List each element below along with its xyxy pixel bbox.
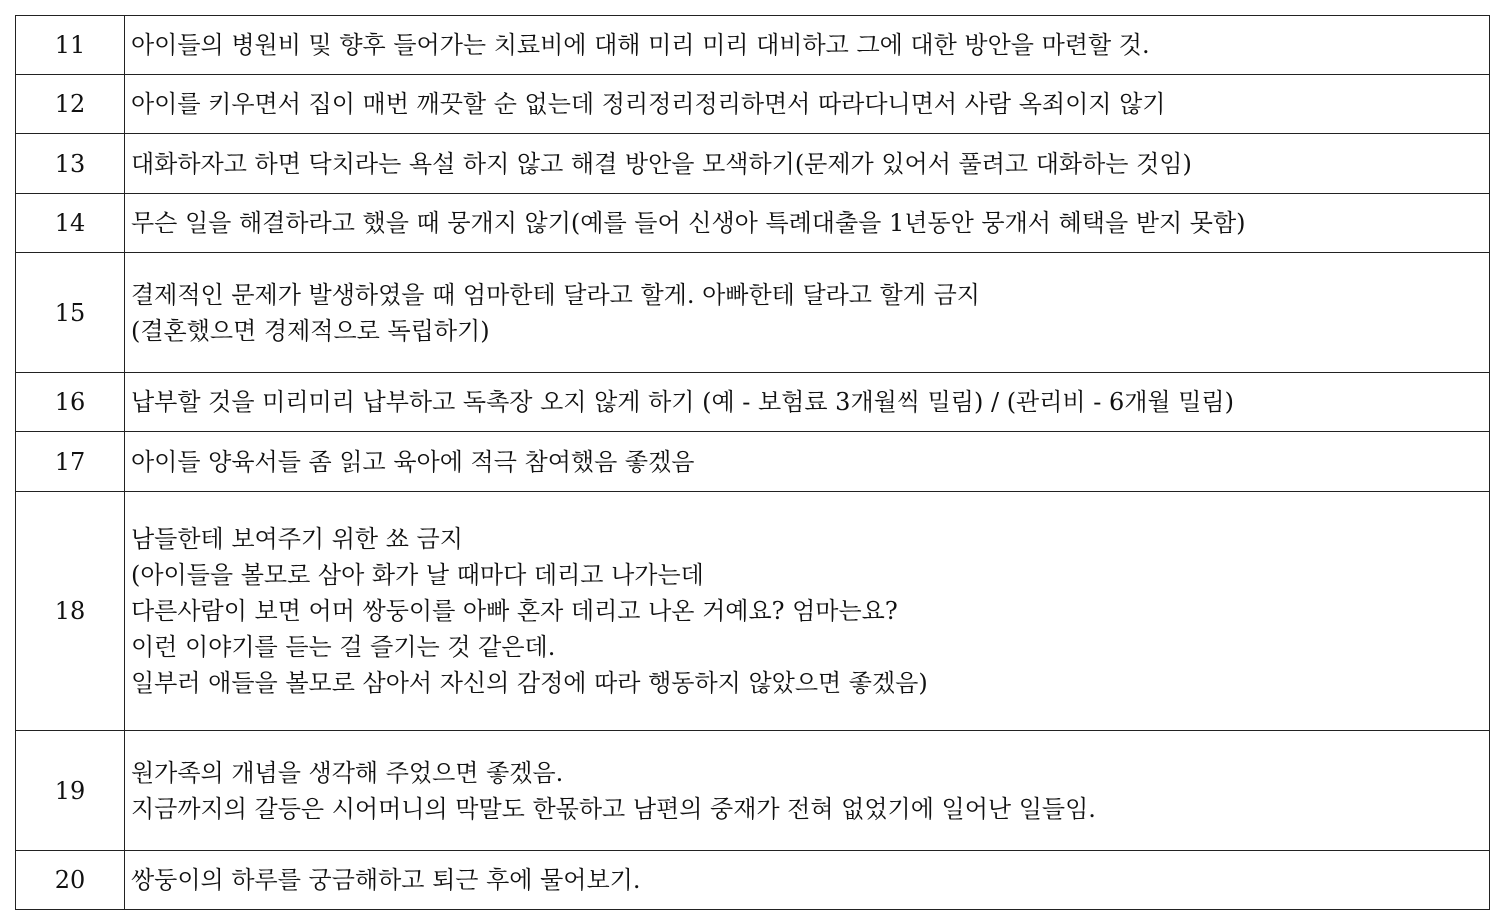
table-row: [16, 134, 1490, 194]
table-row: [16, 731, 1490, 851]
text-line: 지금까지의 갈등은 시어머니의 막말도 한몫하고 남편의 중재가 전혀 없었기에 일어난 일들임.: [131, 794, 1096, 823]
text-line: 대화하자고 하면 닥치라는 욕설 하지 않고 해결 방안을 모색하기(문제가 있어서 풀려고 대화하는 것임): [131, 149, 1192, 178]
text-line: 납부할 것을 미리미리 납부하고 독촉장 오지 않게 하기 (예 - 보험료 3개월씩 밀림) / (관리비 - 6개월 밀림): [131, 388, 1234, 416]
row-text: [125, 731, 1490, 851]
text-line: 쌍둥이의 하루를 궁금해하고 퇴근 후에 물어보기.: [131, 866, 641, 894]
text-line: 아이를 키우면서 집이 매번 깨끗할 순 없는데 정리정리정리하면서 따라다니면서 사람 옥죄이지 않기: [131, 90, 1166, 118]
text-line: 이런 이야기를 듣는 걸 즐기는 것 같은데.: [131, 633, 556, 661]
table-row: [16, 373, 1490, 432]
row-text: [125, 432, 1490, 492]
row-number: 11: [16, 16, 125, 75]
row-text: [125, 851, 1490, 910]
text-line: 일부러 애들을 볼모로 삼아서 자신의 감정에 따라 행동하지 않았으면 좋겠음): [131, 669, 928, 697]
row-number: 12: [16, 75, 125, 134]
row-text: [125, 134, 1490, 194]
rules-table-body: [16, 16, 1490, 910]
table-row: [16, 253, 1490, 373]
row-number: 15: [16, 253, 125, 373]
table-row: [16, 16, 1490, 75]
row-text: [125, 373, 1490, 432]
table-row: [16, 75, 1490, 134]
row-number: 17: [16, 432, 125, 492]
row-number: 19: [16, 731, 125, 851]
row-text: [125, 492, 1490, 731]
text-line: 다른사람이 보면 어머 쌍둥이를 아빠 혼자 데리고 나온 거예요? 엄마는요?: [131, 597, 898, 625]
text-line: 무슨 일을 해결하라고 했을 때 뭉개지 않기(예를 들어 신생아 특례대출을 1년동안 뭉개서 혜택을 받지 못함): [131, 209, 1246, 237]
text-line: 아이들 양육서들 좀 읽고 육아에 적극 참여했음 좋겠음: [131, 447, 695, 476]
text-line: (결혼했으면 경제적으로 독립하기): [131, 316, 490, 345]
row-text: [125, 194, 1490, 253]
rules-sheet: [15, 15, 1490, 910]
text-line: 남들한테 보여주기 위한 쑈 금지: [131, 525, 463, 553]
row-number: 13: [16, 134, 125, 194]
text-line: 아이들의 병원비 및 향후 들어가는 치료비에 대해 미리 미리 대비하고 그에 대한 방안을 마련할 것.: [131, 31, 1150, 59]
text-line: 결제적인 문제가 발생하였을 때 엄마한테 달라고 할게. 아빠한테 달라고 할게 금지: [131, 280, 980, 309]
row-text: [125, 16, 1490, 75]
table-row: [16, 194, 1490, 253]
row-number: 18: [16, 492, 125, 731]
table-row: [16, 432, 1490, 492]
row-number: 20: [16, 851, 125, 910]
row-number: 16: [16, 373, 125, 432]
rules-table: [15, 15, 1490, 910]
table-row: [16, 851, 1490, 910]
row-number: 14: [16, 194, 125, 253]
table-row: [16, 492, 1490, 731]
text-line: (아이들을 볼모로 삼아 화가 날 때마다 데리고 나가는데: [131, 561, 704, 589]
row-text: [125, 75, 1490, 134]
text-line: 원가족의 개념을 생각해 주었으면 좋겠음.: [131, 758, 564, 787]
row-text: [125, 253, 1490, 373]
